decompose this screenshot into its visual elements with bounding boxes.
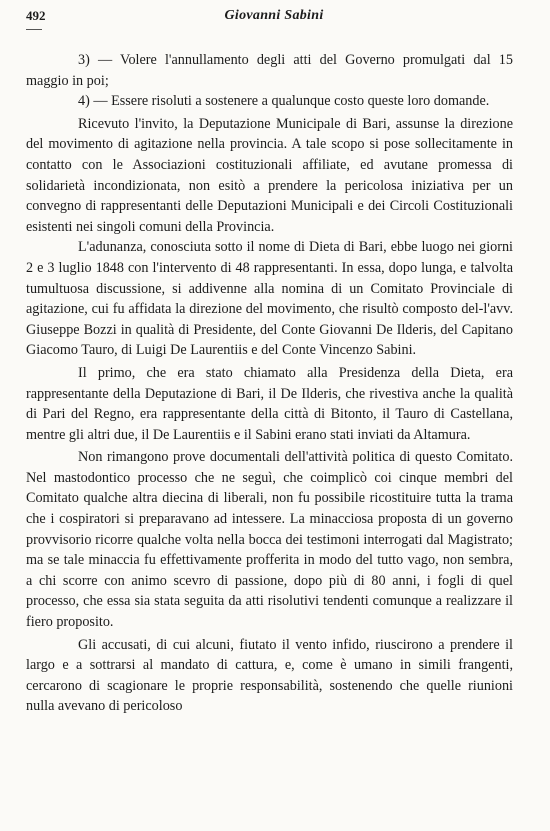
paragraph: Non rimangono prove documentali dell'attività politica di questo Comitato. Nel mastodontico processo che ne seguì, che coimplicò coi cinque membri del Comitato qualche altra diecina di liberali, non fu possibile ricostituire tutta la trama che i cospiratori si preparavano ad intessere. La minacciosa proposta di un governo provvisorio ricorre qualche volta nella bocca dei testimoni interrogati dal Magistrato; ma se tale minaccia fu effettivamente profferita in modo del tutto vago, non sembra, a chi scorre con animo scevro di passione, dopo più di 80 anni, i fogli di quel processo, che essa sia stata seguita da atti risolutivi tendenti comunque a realizzare il fiero proposito. — [26, 449, 513, 631]
paragraph: Gli accusati, di cui alcuni, fiutato il vento infido, riuscirono a prendere il largo e a sottrarsi al mandato di cattura, e, come è umano in simili frangenti, cercarono di scagionare le proprie responsabilità, sostenendo che quelle riunioni nulla avevano di pericoloso — [26, 636, 513, 715]
paragraph: 4) — Essere risoluti a sostenere a qualunque costo queste loro domande. — [78, 93, 490, 110]
page-header — [26, 8, 522, 28]
header-rule — [26, 29, 42, 30]
paragraph: 3) — Volere l'annullamento degli atti del Governo promulgati dal 15 maggio in poi; — [26, 52, 513, 89]
body-text — [26, 50, 513, 717]
running-head: Giovanni Sabini — [224, 8, 324, 23]
paragraph: L'adunanza, conosciuta sotto il nome di Dieta di Bari, ebbe luogo nei giorni 2 e 3 luglio 1848 con l'intervento di 48 rappresentanti. In essa, dopo lunga, e talvolta tumultuosa discussione, si addivenne alla nomina di un Comitato Provinciale di agitazione, cui fu affidata la direzione del movimento, che risultò composto del-l'avv. Giuseppe Bozzi in qualità di Presidente, del Conte Giovanni De Ilderis, del Capitano Giacomo Tauro, di Luigi De Laurentiis e del Conte Vincenzo Sabini. — [26, 239, 513, 359]
page-number: 492 — [26, 8, 46, 23]
paragraph: Il primo, che era stato chiamato alla Presidenza della Dieta, era rappresentante della Deputazione di Bari, il De Ilderis, che rivestiva anche la qualità di Pari del Regno, era rappresentante della città di Bitonto, il Tauro di Castellana, mentre gli altri due, il De Laurentiis e il Sabini erano stati inviati da Altamura. — [26, 364, 513, 443]
paragraph: Ricevuto l'invito, la Deputazione Municipale di Bari, assunse la direzione del movimento di agitazione nella provincia. A tale scopo si pose sollecitamente in contatto con le Associazioni costituzionali affiliate, ed avutane promessa di solidarietà incondizionata, non esitò a prendere la pericolosa iniziativa per un convegno di rappresentanti delle Deputazioni Municipali e dei Circoli Costituzionali esistenti nei singoli comuni della Provincia. — [26, 115, 513, 235]
